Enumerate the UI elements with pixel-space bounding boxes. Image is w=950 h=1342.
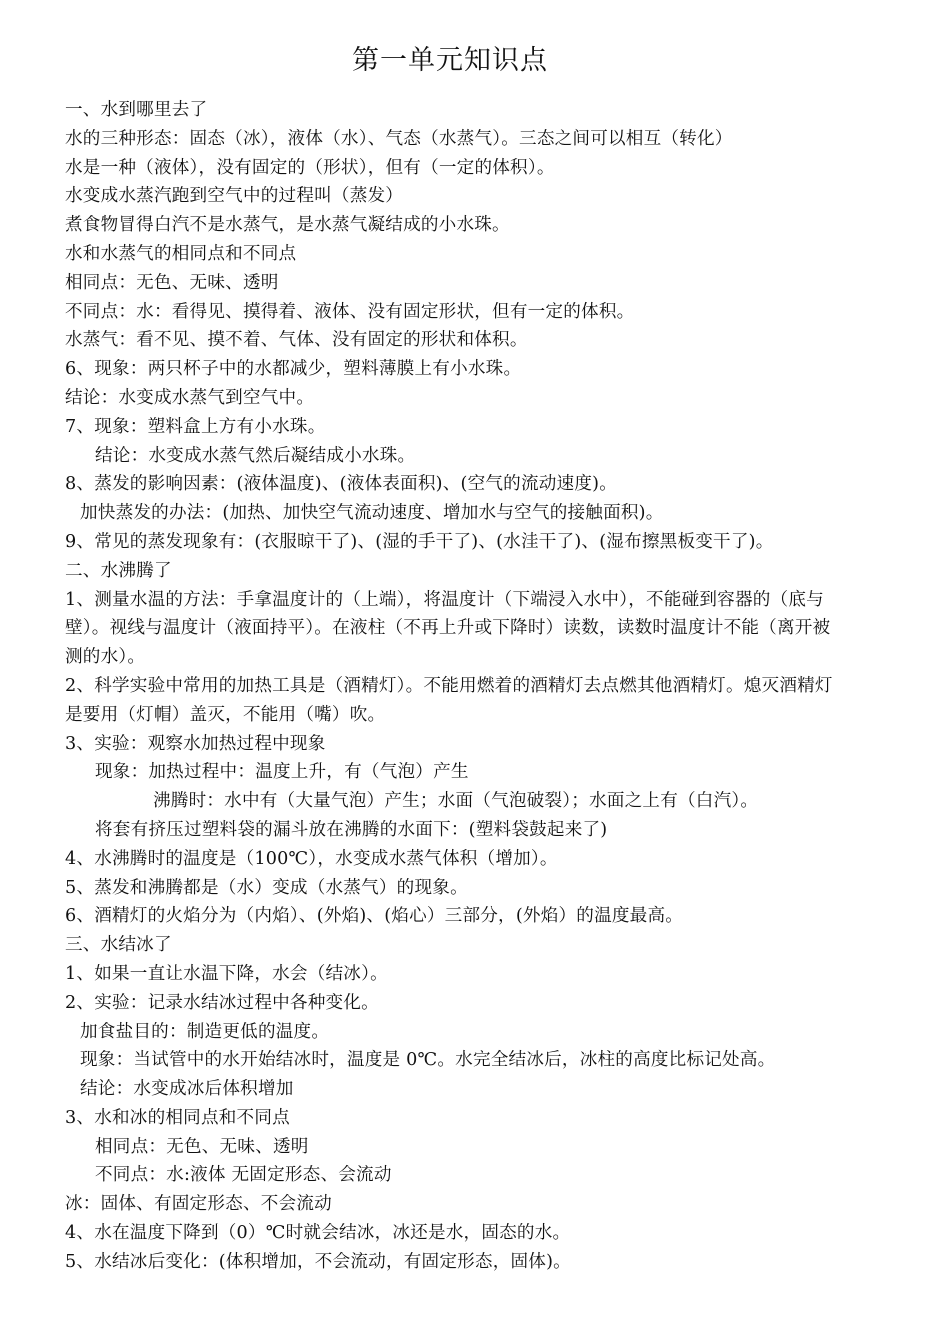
text-line: 加快蒸发的办法：(加热、加快空气流动速度、增加水与空气的接触面积)。 <box>80 503 664 524</box>
text-line: 水和水蒸气的相同点和不同点 <box>65 243 297 264</box>
text-line: 加食盐目的：制造更低的温度。 <box>80 1021 330 1042</box>
text-line: 壁）。视线与温度计（液面持平）。在液柱（不再上升或下降时）读数，读数时温度计不能（离开被 <box>65 618 831 639</box>
text-line: 4、水在温度下降到（0）℃时就会结冰，冰还是水，固态的水。 <box>65 1223 571 1244</box>
text-line: 8、蒸发的影响因素：(液体温度)、(液体表面积)、(空气的流动速度)。 <box>65 474 618 495</box>
text-line: 6、现象：两只杯子中的水都减少，塑料薄膜上有小水珠。 <box>65 359 522 380</box>
text-line: 将套有挤压过塑料袋的漏斗放在沸腾的水面下：(塑料袋鼓起来了) <box>95 819 608 840</box>
text-line: 沸腾时：水中有（大量气泡）产生；水面（气泡破裂）；水面之上有（白汽）。 <box>153 791 759 812</box>
text-line: 2、实验：记录水结冰过程中各种变化。 <box>65 992 379 1013</box>
text-line: 3、实验：观察水加热过程中现象 <box>65 733 326 754</box>
text-line: 5、水结冰后变化：(体积增加，不会流动，有固定形态，固体)。 <box>65 1251 571 1272</box>
text-line: 结论：水变成冰后体积增加 <box>80 1079 294 1100</box>
text-line: 2、科学实验中常用的加热工具是（酒精灯）。不能用燃着的酒精灯去点燃其他酒精灯。熄灭酒精灯 <box>65 675 833 696</box>
text-line: 水是一种（液体），没有固定的（形状），但有（一定的体积）。 <box>65 157 555 178</box>
text-line: 水的三种形态：固态（冰），液体（水）、气态（水蒸气）。三态之间可以相互（转化） <box>65 128 733 149</box>
text-line: 一、水到哪里去了 <box>65 100 208 120</box>
text-line: 是要用（灯帽）盖灭，不能用（嘴）吹。 <box>65 704 386 725</box>
text-line: 7、现象：塑料盒上方有小水珠。 <box>65 416 326 437</box>
text-line: 水蒸气：看不见、摸不着、气体、没有固定的形状和体积。 <box>65 330 528 351</box>
text-line: 不同点：水：看得见、摸得着、液体、没有固定形状，但有一定的体积。 <box>65 301 635 322</box>
text-line: 三、水结冰了 <box>65 935 172 956</box>
text-line: 水变成水蒸汽跑到空气中的过程叫（蒸发） <box>65 186 404 207</box>
text-line: 二、水沸腾了 <box>65 560 172 581</box>
text-line: 测的水）。 <box>65 647 146 668</box>
text-line: 相同点：无色、无味、透明 <box>95 1136 309 1157</box>
text-line: 9、常见的蒸发现象有：(衣服晾干了)、(湿的手干了)、(水洼干了)、(湿布擦黑板变干了)。 <box>65 531 774 552</box>
text-line: 现象：当试管中的水开始结冰时，温度是 0℃。水完全结冰后，冰柱的高度比标记处高。 <box>80 1050 776 1071</box>
text-line: 3、水和冰的相同点和不同点 <box>65 1107 290 1128</box>
text-line: 相同点：无色、无味、透明 <box>65 272 279 293</box>
text-line: 5、蒸发和沸腾都是（水）变成（水蒸气）的现象。 <box>65 877 468 898</box>
text-line: 不同点：水:液体 无固定形态、会流动 <box>95 1165 392 1186</box>
text-line: 1、测量水温的方法：手拿温度计的（上端），将温度计（下端浸入水中），不能碰到容器的（底与 <box>65 589 824 610</box>
text-line: 4、水沸腾时的温度是（100℃），水变成水蒸气体积（增加）。 <box>65 848 558 869</box>
text-line: 煮食物冒得白汽不是水蒸气，是水蒸气凝结成的小水珠。 <box>65 215 510 236</box>
content-lines <box>65 96 890 1277</box>
text-line: 冰：固体、有固定形态、不会流动 <box>65 1194 332 1215</box>
text-line: 结论：水变成水蒸气到空气中。 <box>65 387 315 408</box>
text-line: 6、酒精灯的火焰分为（内焰）、(外焰)、(焰心）三部分，(外焰）的温度最高。 <box>65 906 684 927</box>
text-line: 结论：水变成水蒸气然后凝结成小水珠。 <box>95 445 416 466</box>
page-title: 第一单元知识点 <box>352 45 548 76</box>
text-line: 1、如果一直让水温下降，水会（结冰）。 <box>65 963 388 984</box>
text-line: 现象：加热过程中：温度上升，有（气泡）产生 <box>95 762 469 783</box>
